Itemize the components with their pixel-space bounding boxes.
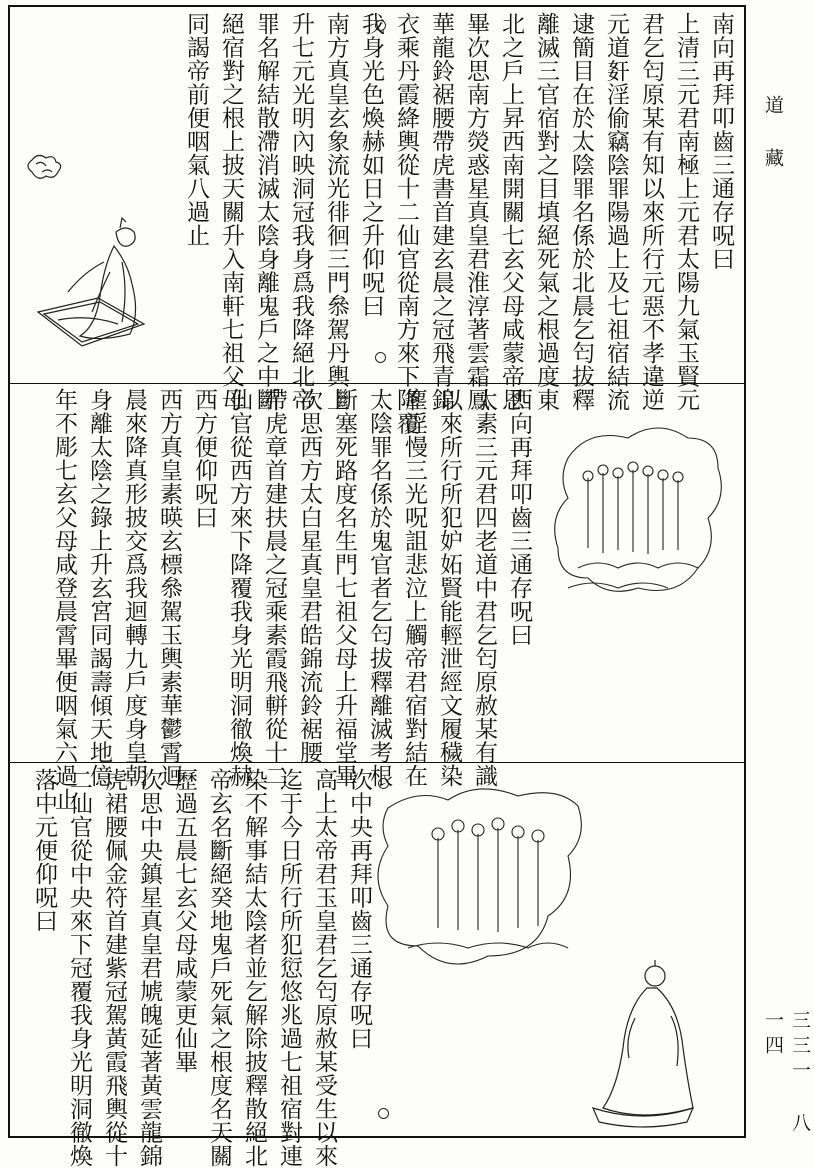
text-column: 身離太陰之錄上升玄宮同謁壽傾天地億	[86, 388, 112, 788]
text-columns	[51, 388, 536, 811]
text-column: 華龍鈴裾腰帶虎書首建玄晨之冠飛青錦	[428, 12, 454, 412]
panel-south	[8, 12, 746, 435]
collection-title: 道 藏	[762, 95, 784, 173]
text-column: 逮簡目在於太陰罪名係於北晨乞匄拔釋	[568, 12, 594, 412]
text-column: 西方便仰呪曰	[191, 388, 217, 529]
text-column: 染不解事結太陰者並乞解除披釋散絕北	[241, 768, 267, 1168]
text-column: 晨來降真形披交爲我迴轉九戶度身皇朝	[121, 388, 147, 788]
text-column: 以來所行所犯妒妬賢能輕泄經文履穢染	[436, 388, 462, 788]
text-column: 南向再拜叩齒三通存呪曰	[708, 12, 734, 271]
deities-in-cloud-illustration	[378, 778, 598, 988]
text-column: 衣乘丹霞絳輿從十二仙官從南方來下降覆	[393, 12, 419, 435]
circle-mark	[378, 778, 389, 789]
text-column: 帶虎章首建扶晨之冠乘素霞飛軿從十二	[261, 388, 287, 788]
text-column: 斷塞死路度名生門七祖父母上升福堂畢	[331, 388, 357, 788]
text-column: 太陰罪名係於鬼官者乞匄拔釋離滅考根	[366, 388, 392, 788]
text-column: 二仙官從中央來下冠覆我身光明洞徹煥	[66, 768, 92, 1168]
circle-mark	[375, 20, 386, 31]
text-column: 上清三元君南極上元君太陽九氣玉賢元	[673, 12, 699, 412]
circle-mark	[375, 352, 386, 363]
text-column: 我身光色煥赫如日之升仰呪曰	[358, 12, 384, 318]
text-column: 塵淫慢三光呪詛悲泣上觸帝君宿對結在	[401, 388, 427, 788]
text-column: 絕宿對之根上披天關升入南軒七祖父母	[218, 12, 244, 412]
text-column: 西向再拜叩齒三通存呪曰	[506, 388, 532, 647]
text-column: 太素三元君四老道中君乞匄原赦某有識	[471, 388, 497, 788]
text-column: 仙官從西方來下降覆我身光明洞徹煥赫	[226, 388, 252, 788]
text-column: 次中央再拜叩齒三通存呪曰	[346, 768, 372, 1050]
text-column: 帝玄名斷絕癸地鬼戶死氣之根度名天關	[206, 768, 232, 1168]
text-column: 次思西方太白星真皇君皓錦流鈴裾腰	[296, 388, 322, 764]
panel-divider	[8, 383, 746, 384]
text-column: 高上太帝君玉皇君乞匄原赦某受生以來	[311, 768, 337, 1168]
panel-center	[8, 768, 746, 1168]
text-column: 落中元便仰呪曰	[31, 768, 57, 933]
text-column: 南方真皇玄象流光徘徊三門叅駕丹輿上	[323, 12, 349, 412]
text-column: 年不彫七玄父母咸登晨霄畢便咽氣六過止	[51, 388, 77, 811]
kneeling-figure-illustration	[18, 142, 148, 357]
text-column: 君乞匄原某有知以來所行元惡不孝違逆	[638, 12, 664, 412]
text-column: 罪名解結散滯消滅太陰身離鬼戶之中斷	[253, 12, 279, 412]
text-column: 畢次思南方熒惑星真皇君淮淳著雲霜鳳	[463, 12, 489, 412]
text-column: 北之戶上昇西南開關七玄父母咸蒙帝恩	[498, 12, 524, 412]
text-column: 歷過五晨七玄父母咸蒙更仙畢	[171, 768, 197, 1074]
text-column: 同謁帝前便咽氣八過止	[183, 12, 209, 247]
text-column: 西方真皇素暎玄標叅駕玉輿素華鬱霄迴	[156, 388, 182, 788]
text-column: 升七元光明內映洞冠我身爲我降絕北帝	[288, 12, 314, 412]
seated-figure-illustration	[583, 958, 703, 1128]
text-column: 元道姧淫偷竊陰罪陽過上及七祖宿結流	[603, 12, 629, 412]
text-column: 虎裙腰佩金符首建紫冠駕黃霞飛輿從十	[101, 768, 127, 1168]
circle-mark	[378, 1108, 389, 1119]
immortals-on-cloud-illustration	[548, 418, 738, 618]
text-column: 次思中央鎮星真皇君虓魄延著黃雲龍錦	[136, 768, 162, 1168]
page-number: 三三一 八一四	[762, 1010, 811, 1138]
text-column: 離滅三官宿對之目填絕死氣之根過度東	[533, 12, 559, 412]
text-columns	[138, 12, 738, 435]
text-columns	[31, 768, 376, 1168]
panel-west	[8, 388, 746, 811]
text-column: 迄于今日所行所犯愆悠兆過七祖宿對連	[276, 768, 302, 1168]
